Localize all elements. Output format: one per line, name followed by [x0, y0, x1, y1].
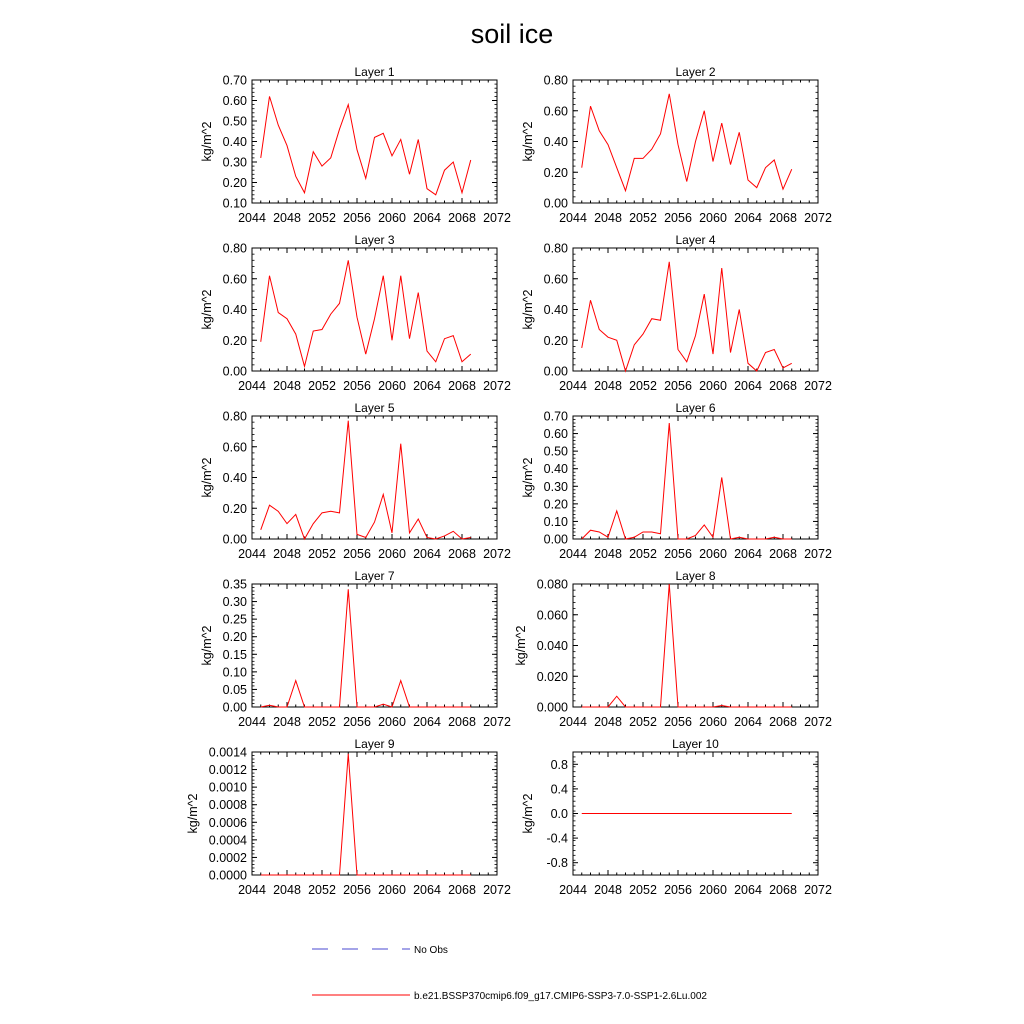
y-tick-label: 0.80	[222, 409, 247, 424]
x-tick-label: 2064	[734, 211, 762, 225]
y-tick-label: 0.40	[222, 471, 247, 485]
x-tick-label: 2048	[273, 883, 301, 897]
x-tick-label: 2052	[308, 211, 336, 225]
y-tick-label: 0.8	[550, 757, 568, 772]
y-tick-label: 0.25	[222, 612, 247, 627]
x-tick-label: 2056	[343, 379, 371, 393]
x-tick-label: 2044	[238, 883, 266, 897]
y-tick-label: 0.00	[543, 364, 568, 379]
y-tick-label: 0.70	[543, 409, 568, 424]
x-tick-label: 2068	[448, 211, 476, 225]
panel-layer-9	[186, 737, 511, 897]
y-tick-label: 0.40	[222, 135, 247, 149]
y-tick-label: 0.60	[543, 427, 568, 442]
x-tick-label: 2048	[273, 715, 301, 729]
panel-layer-6	[521, 401, 832, 561]
y-tick-label: -0.4	[546, 831, 568, 846]
x-tick-label: 2044	[559, 715, 587, 729]
x-tick-label: 2068	[769, 715, 797, 729]
x-tick-label: 2048	[594, 715, 622, 729]
panel-layer-2	[521, 65, 832, 225]
y-axis-label: kg/m^2	[200, 457, 215, 498]
x-tick-label: 2044	[238, 547, 266, 561]
y-tick-label: 0.0	[550, 807, 568, 821]
x-tick-label: 2048	[594, 547, 622, 561]
series-line-model	[261, 96, 471, 194]
x-tick-label: 2056	[343, 715, 371, 729]
series-line-model	[261, 421, 471, 539]
x-tick-label: 2072	[483, 547, 511, 561]
y-tick-label: 0.40	[543, 135, 568, 149]
plot-frame	[573, 416, 818, 539]
x-tick-label: 2056	[343, 883, 371, 897]
y-tick-label: 0.60	[543, 104, 568, 119]
panel-layer-5	[200, 401, 511, 561]
y-tick-label: 0.20	[543, 165, 568, 180]
x-tick-label: 2060	[699, 379, 727, 393]
x-tick-label: 2044	[559, 547, 587, 561]
x-tick-label: 2060	[378, 211, 406, 225]
x-tick-label: 2072	[804, 883, 832, 897]
y-tick-label: 0.30	[222, 595, 247, 610]
x-tick-label: 2064	[734, 547, 762, 561]
y-tick-label: 0.80	[543, 73, 568, 88]
x-tick-label: 2060	[378, 547, 406, 561]
y-tick-label: 0.00	[222, 364, 247, 379]
y-tick-label: 0.05	[222, 682, 247, 697]
y-tick-label: 0.0012	[208, 763, 247, 778]
y-tick-label: 0.0000	[208, 868, 247, 883]
series-line-model	[261, 260, 471, 366]
y-tick-label: 0.35	[222, 577, 247, 592]
y-tick-label: 0.40	[222, 303, 247, 317]
x-tick-label: 2068	[769, 883, 797, 897]
x-tick-label: 2044	[238, 715, 266, 729]
y-tick-label: 0.60	[543, 272, 568, 287]
y-axis-label: kg/m^2	[521, 457, 536, 498]
figure-title: soil ice	[470, 19, 554, 49]
y-tick-label: 0.40	[543, 462, 568, 477]
y-tick-label: 0.00	[543, 532, 568, 547]
x-tick-label: 2064	[413, 715, 441, 729]
series-line-model	[582, 584, 792, 707]
x-tick-label: 2064	[734, 379, 762, 393]
panel-title: Layer 9	[354, 737, 395, 751]
panel-title: Layer 1	[354, 65, 395, 79]
x-tick-label: 2052	[308, 715, 336, 729]
y-tick-label: 0.80	[543, 241, 568, 256]
y-tick-label: 0.0006	[208, 815, 247, 830]
plot-frame	[252, 584, 497, 707]
y-axis-label: kg/m^2	[200, 625, 215, 666]
y-axis-label: kg/m^2	[521, 121, 536, 162]
x-tick-label: 2044	[238, 379, 266, 393]
y-tick-label: 0.000	[536, 700, 568, 715]
y-tick-label: 0.60	[222, 440, 247, 455]
x-tick-label: 2068	[769, 379, 797, 393]
series-line-model	[582, 94, 792, 191]
y-axis-label: kg/m^2	[200, 289, 215, 330]
legend-label-model: b.e21.BSSP370cmip6.f09_g17.CMIP6-SSP3-7.0-SSP1-2.6Lu.002	[414, 991, 707, 1002]
y-tick-label: 0.00	[222, 700, 247, 715]
y-tick-label: 0.10	[222, 665, 247, 680]
x-tick-label: 2052	[629, 883, 657, 897]
x-tick-label: 2072	[483, 379, 511, 393]
series-line-model	[261, 754, 471, 875]
y-tick-label: 0.20	[222, 333, 247, 348]
x-tick-label: 2056	[343, 211, 371, 225]
x-tick-label: 2060	[378, 883, 406, 897]
x-tick-label: 2044	[559, 883, 587, 897]
plot-frame	[252, 752, 497, 875]
series-line-model	[582, 423, 792, 539]
y-tick-label: 0.50	[222, 114, 247, 129]
series-line-model	[261, 589, 471, 707]
x-tick-label: 2056	[664, 883, 692, 897]
y-tick-label: 0.0014	[208, 745, 247, 760]
y-tick-label: 0.020	[536, 669, 568, 684]
panel-title: Layer 5	[354, 401, 395, 415]
y-tick-label: 0.10	[222, 196, 247, 211]
x-tick-label: 2060	[378, 715, 406, 729]
y-tick-label: 0.30	[543, 479, 568, 494]
x-tick-label: 2052	[629, 211, 657, 225]
x-tick-label: 2044	[238, 211, 266, 225]
x-tick-label: 2048	[594, 883, 622, 897]
y-tick-label: 0.080	[536, 577, 568, 592]
x-tick-label: 2064	[413, 379, 441, 393]
y-tick-label: 0.4	[550, 782, 568, 797]
plot-frame	[573, 248, 818, 371]
x-tick-label: 2052	[308, 547, 336, 561]
x-tick-label: 2056	[664, 211, 692, 225]
series-line-model	[582, 262, 792, 371]
panel-title: Layer 10	[672, 737, 719, 751]
y-axis-label: kg/m^2	[185, 793, 200, 834]
y-tick-label: 0.20	[543, 497, 568, 512]
y-tick-label: 0.060	[536, 608, 568, 623]
x-tick-label: 2064	[413, 547, 441, 561]
x-tick-label: 2044	[559, 211, 587, 225]
x-tick-label: 2072	[483, 211, 511, 225]
x-tick-label: 2060	[699, 211, 727, 225]
y-tick-label: 0.0010	[208, 780, 247, 795]
y-axis-label: kg/m^2	[514, 625, 528, 666]
panel-layer-7	[200, 569, 511, 729]
x-tick-label: 2064	[413, 883, 441, 897]
x-tick-label: 2052	[629, 715, 657, 729]
panel-title: Layer 2	[675, 65, 716, 79]
y-tick-label: 0.20	[222, 501, 247, 516]
y-axis-label: kg/m^2	[521, 793, 536, 834]
y-axis-label: kg/m^2	[521, 289, 536, 330]
plot-frame	[573, 584, 818, 707]
y-tick-label: 0.60	[222, 94, 247, 108]
y-tick-label: 0.040	[536, 639, 568, 653]
y-tick-label: -0.8	[546, 856, 568, 871]
x-tick-label: 2048	[273, 547, 301, 561]
x-tick-label: 2060	[699, 547, 727, 561]
x-tick-label: 2068	[448, 379, 476, 393]
y-tick-label: 0.20	[222, 630, 247, 645]
y-tick-label: 0.00	[222, 532, 247, 547]
y-tick-label: 0.60	[222, 272, 247, 287]
x-tick-label: 2052	[629, 547, 657, 561]
y-tick-label: 0.80	[222, 241, 247, 256]
panel-title: Layer 7	[354, 569, 395, 583]
x-tick-label: 2068	[448, 547, 476, 561]
x-tick-label: 2072	[483, 715, 511, 729]
y-tick-label: 0.40	[543, 303, 568, 317]
panel-layer-8	[514, 569, 832, 729]
x-tick-label: 2068	[448, 883, 476, 897]
x-tick-label: 2072	[804, 547, 832, 561]
x-tick-label: 2056	[664, 379, 692, 393]
x-tick-label: 2052	[629, 379, 657, 393]
x-tick-label: 2048	[594, 211, 622, 225]
panel-title: Layer 3	[354, 233, 395, 247]
x-tick-label: 2068	[448, 715, 476, 729]
y-tick-label: 0.0008	[208, 798, 247, 813]
x-tick-label: 2060	[378, 379, 406, 393]
panel-layer-1	[200, 65, 511, 225]
y-axis-label: kg/m^2	[200, 121, 215, 162]
panel-layer-4	[521, 233, 832, 393]
y-tick-label: 0.20	[543, 333, 568, 348]
panel-title: Layer 4	[675, 233, 716, 247]
panel-layer-3	[200, 233, 511, 393]
x-tick-label: 2072	[804, 715, 832, 729]
y-tick-label: 0.20	[222, 176, 247, 190]
x-tick-label: 2064	[734, 883, 762, 897]
x-tick-label: 2068	[769, 547, 797, 561]
panel-title: Layer 6	[675, 401, 716, 415]
x-tick-label: 2068	[769, 211, 797, 225]
y-tick-label: 0.15	[222, 647, 247, 662]
x-tick-label: 2072	[804, 211, 832, 225]
x-tick-label: 2060	[699, 715, 727, 729]
x-tick-label: 2056	[664, 547, 692, 561]
y-tick-label: 0.0002	[208, 850, 247, 865]
x-tick-label: 2072	[804, 379, 832, 393]
panel-layer-10	[521, 737, 832, 897]
y-tick-label: 0.70	[222, 73, 247, 88]
y-tick-label: 0.00	[543, 196, 568, 211]
panel-grid	[186, 65, 832, 897]
legend	[312, 945, 707, 1002]
x-tick-label: 2052	[308, 379, 336, 393]
y-tick-label: 0.0004	[208, 833, 247, 848]
x-tick-label: 2056	[664, 715, 692, 729]
x-tick-label: 2060	[699, 883, 727, 897]
panel-title: Layer 8	[675, 569, 716, 583]
x-tick-label: 2064	[734, 715, 762, 729]
x-tick-label: 2048	[273, 379, 301, 393]
y-tick-label: 0.30	[222, 155, 247, 170]
x-tick-label: 2052	[308, 883, 336, 897]
x-tick-label: 2044	[559, 379, 587, 393]
x-tick-label: 2048	[273, 211, 301, 225]
x-tick-label: 2064	[413, 211, 441, 225]
plot-frame	[252, 80, 497, 203]
x-tick-label: 2072	[483, 883, 511, 897]
y-tick-label: 0.10	[543, 514, 568, 529]
plot-frame	[252, 248, 497, 371]
x-tick-label: 2048	[594, 379, 622, 393]
x-tick-label: 2056	[343, 547, 371, 561]
legend-label-no-obs: No Obs	[414, 945, 448, 956]
y-tick-label: 0.50	[543, 444, 568, 459]
